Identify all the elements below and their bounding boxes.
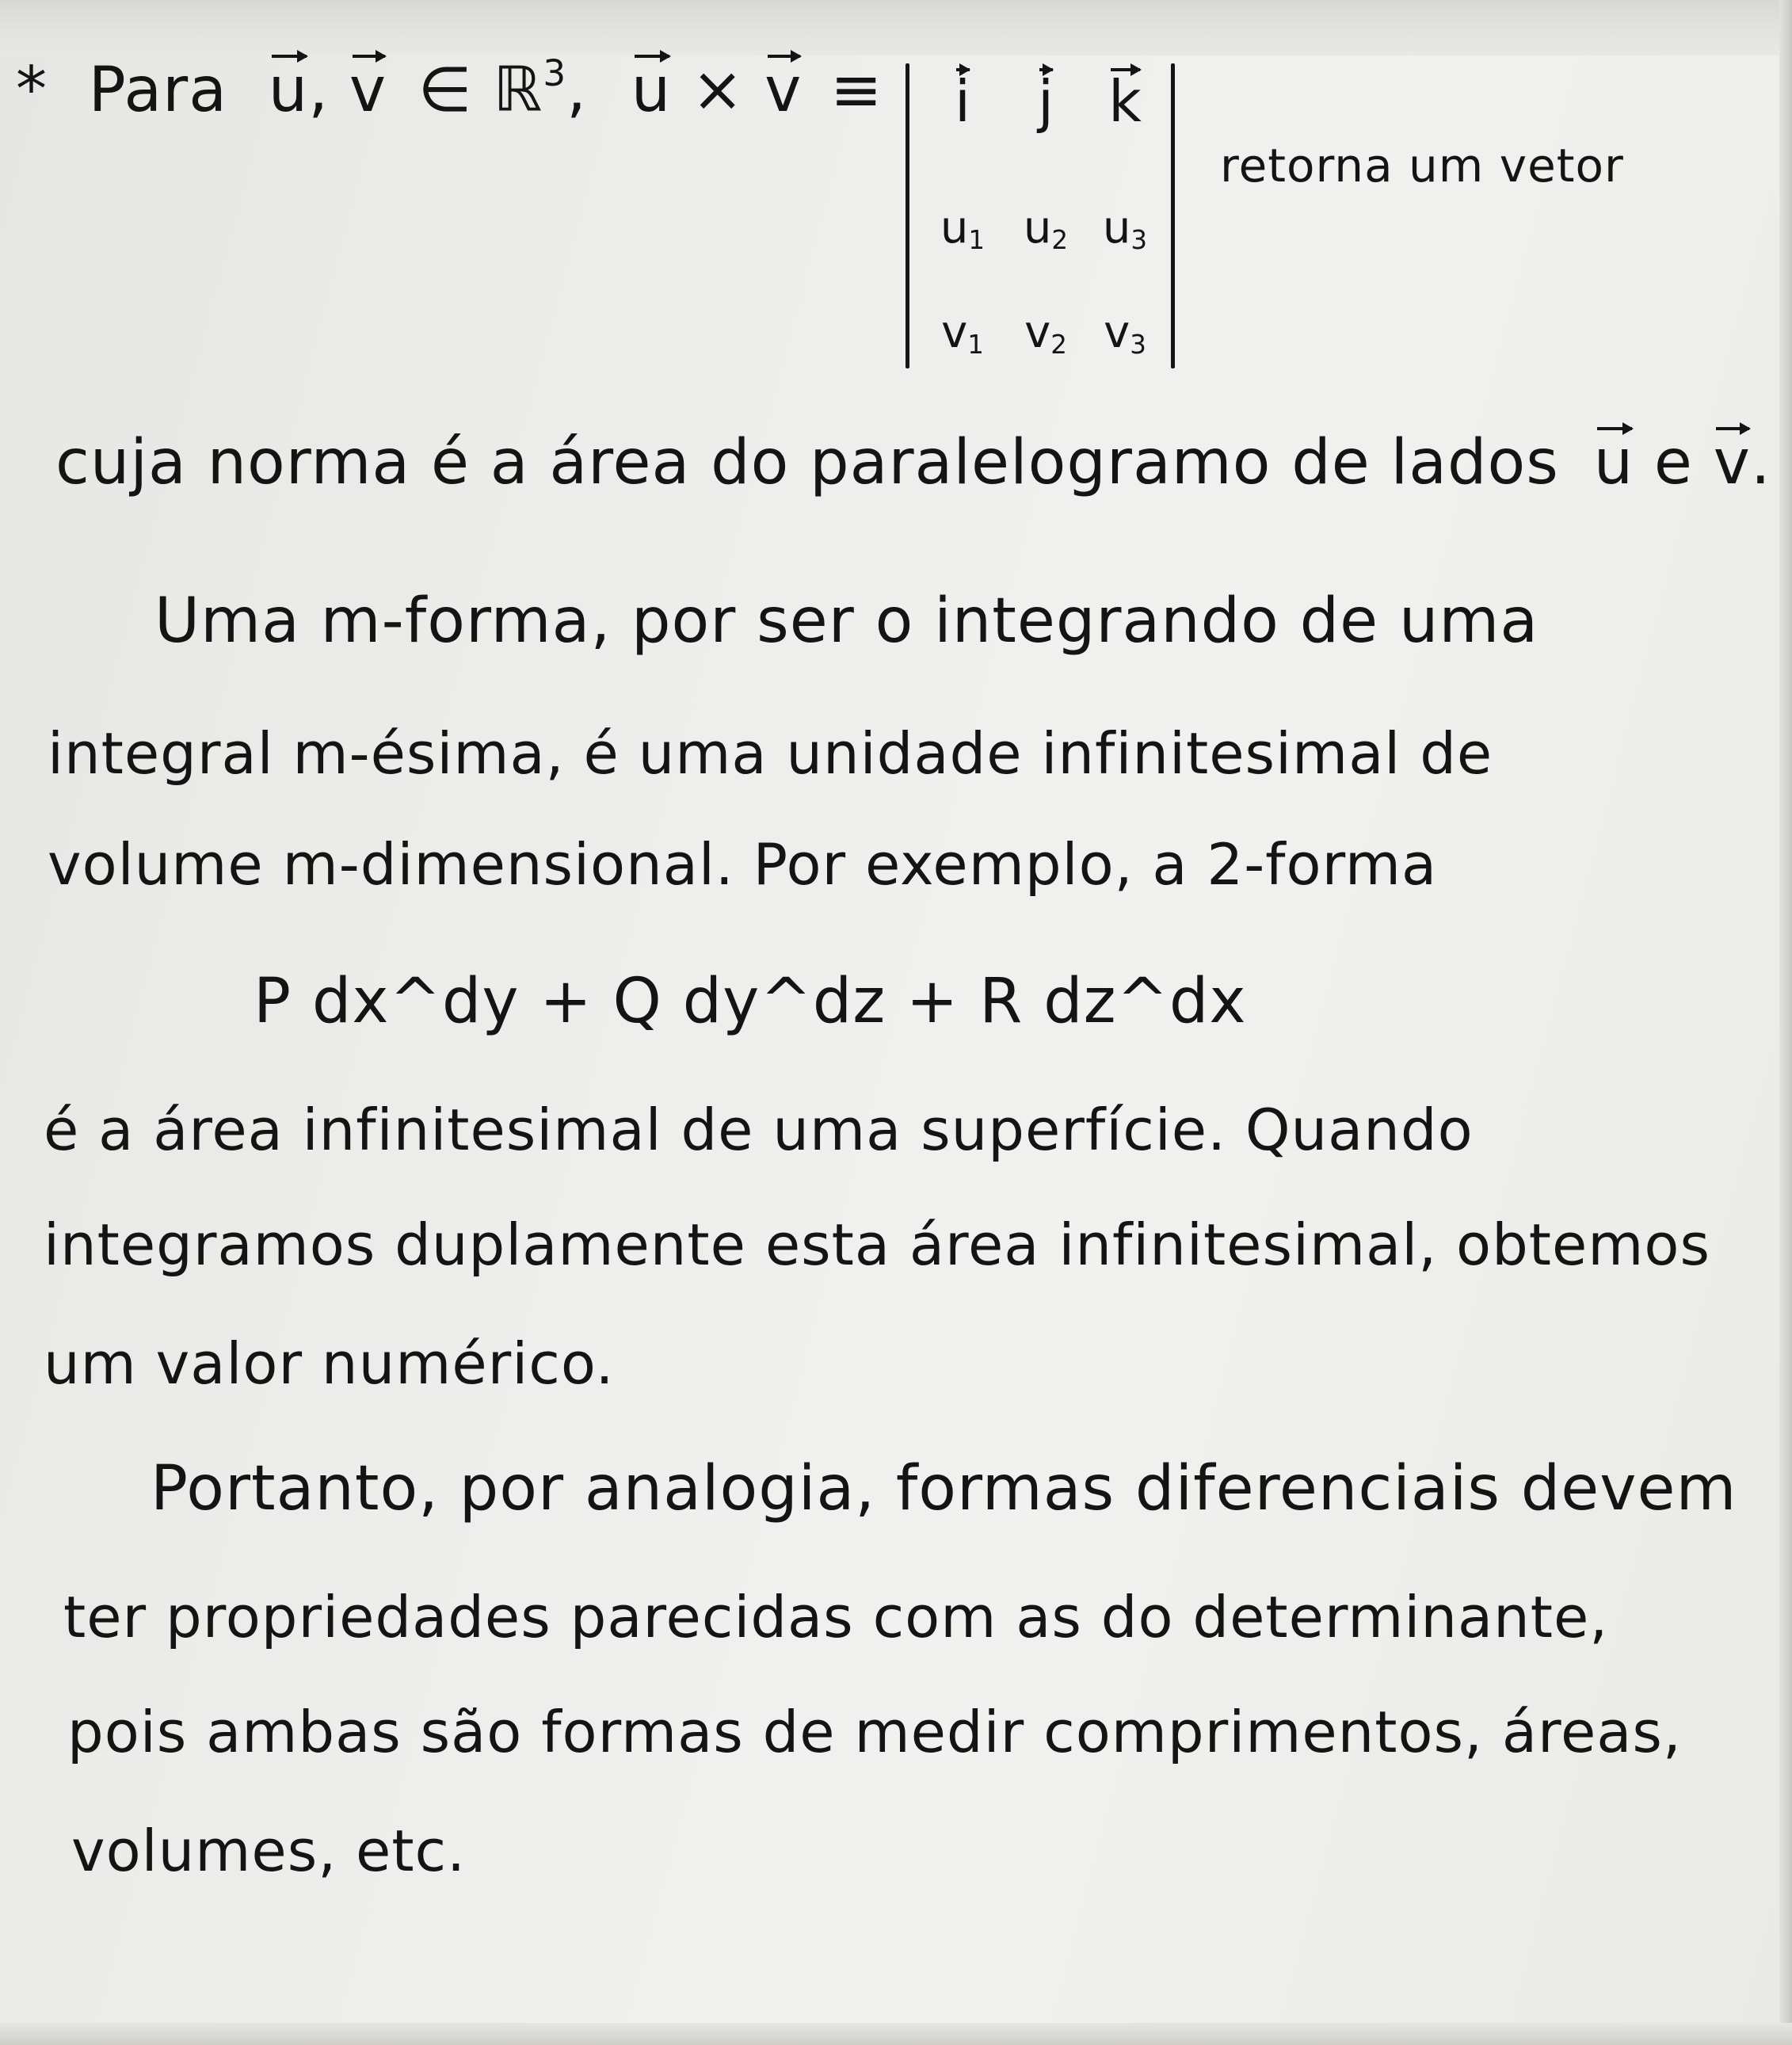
conclusion-line-2: ter propriedades parecidas com as do determinante, [63,1584,1609,1650]
surface-area-line-1: é a área infinitesimal de uma superfície. Quando [44,1097,1474,1163]
det-v2: $v_2$ [1024,307,1067,361]
determinant-right-bar [1171,63,1175,368]
side-vector-v: v [1713,427,1751,498]
conjunction-e: e [1653,427,1693,498]
m-form-line-1: Uma m-forma, por ser o integrando de uma [154,586,1539,657]
unit-vector-k: k [1108,68,1142,135]
header-comma: , [308,54,330,126]
m-form-line-3: volume m-dimensional. Por exemplo, a 2-forma [48,831,1438,898]
board-top-frame [0,0,1792,55]
unit-vector-i: i [954,68,970,135]
m-form-line-2: integral m-ésima, é uma unidade infinitesimal de [48,720,1493,787]
surface-area-line-3: um valor numérico. [44,1330,615,1397]
cross-product-v: v [764,54,803,126]
equivalence-symbol: ≡ [830,54,883,126]
two-form-formula: P dx^dy + Q dy^dz + R dz^dx [254,966,1247,1037]
cross-norm-text: cuja norma é a área do paralelogramo de lados [55,427,1559,498]
element-of-symbol: ∈ [417,54,473,126]
conclusion-line-3: pois ambas são formas de medir comprimentos, áreas, [67,1699,1682,1765]
det-v1: $v_1$ [941,307,984,361]
board-bottom-frame [0,2023,1792,2045]
det-v3: $v_3$ [1104,307,1146,361]
bullet-star: * [16,54,48,126]
vector-u: u [268,54,309,126]
det-u3: $u_3$ [1102,202,1148,256]
surface-area-line-2: integramos duplamente esta área infinitesimal, obtemos [44,1211,1710,1278]
header-line [16,52,883,126]
unit-vector-j: j [1037,68,1054,135]
determinant-left-bar [906,63,909,368]
cross-symbol: × [691,54,745,126]
cross-norm-line [55,427,1771,498]
real-space-symbol: ℝ [493,54,543,126]
sentence-end: . [1750,427,1771,498]
returns-vector-text: retorna um vetor [1220,139,1624,193]
det-u2: $u_2$ [1023,202,1069,256]
space-dimension: 3 [543,52,567,94]
vector-v: v [349,54,387,126]
board-right-frame [1779,0,1792,2045]
header-intro: Para [88,54,227,126]
conclusion-line-4: volumes, etc. [71,1818,467,1884]
det-u1: $u_1$ [940,202,986,256]
side-vector-u: u [1593,427,1634,498]
header-comma-2: , [566,54,587,126]
conclusion-line-1: Portanto, por analogia, formas diferenciais devem [151,1453,1737,1524]
cross-product-u: u [631,54,672,126]
